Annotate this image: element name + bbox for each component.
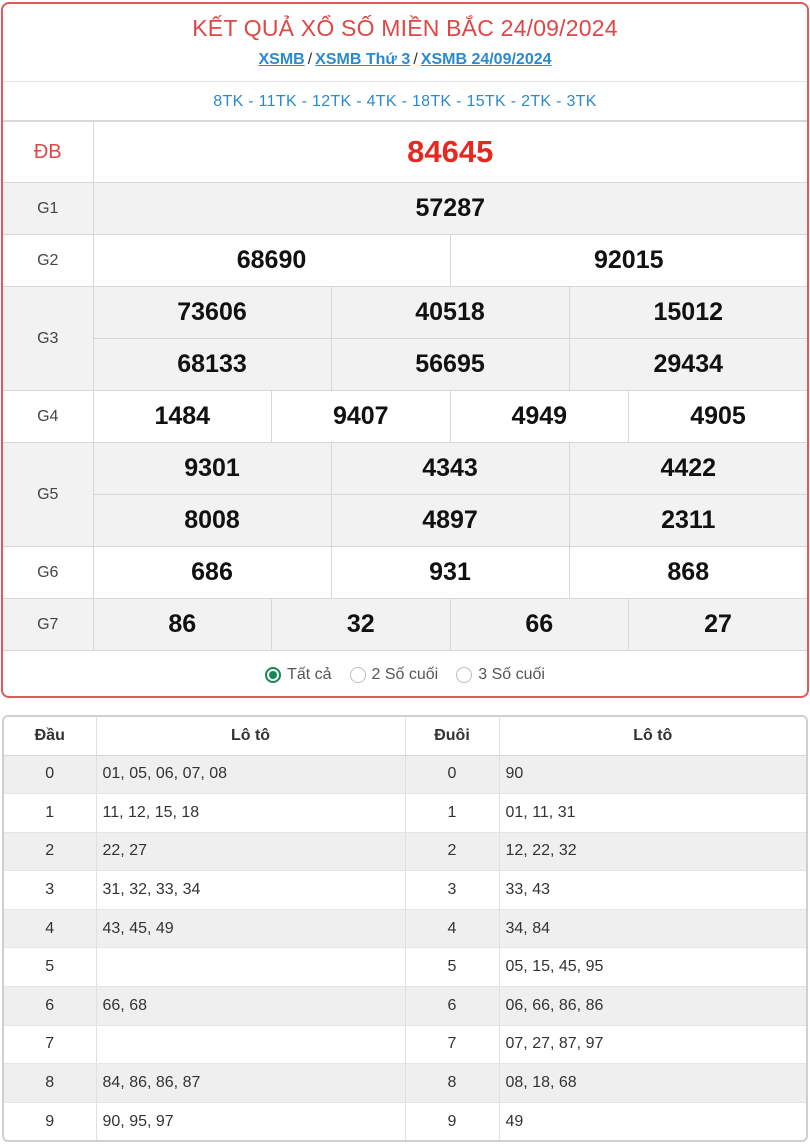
table-row	[4, 755, 806, 794]
filter-label: 3 Số cuối	[478, 666, 545, 683]
prize-number: 4422	[569, 443, 807, 495]
prize-row-g2	[3, 235, 807, 287]
duoi-cell: 3	[405, 871, 499, 910]
loto-cell: 08, 18, 68	[499, 1064, 806, 1103]
special-prize-number: 84645	[93, 122, 807, 183]
dau-cell: 2	[4, 832, 96, 871]
prize-number: 4949	[450, 391, 629, 443]
radio-icon[interactable]	[350, 667, 366, 683]
column-header-duoi: Đuôi	[405, 717, 499, 755]
prize-number: 4905	[629, 391, 808, 443]
prize-label: G3	[3, 287, 93, 391]
table-row	[4, 987, 806, 1026]
duoi-cell: 8	[405, 1064, 499, 1103]
filter-label: Tất cả	[287, 666, 332, 683]
prize-number: 4897	[331, 495, 569, 547]
loto-cell: 06, 66, 86, 86	[499, 987, 806, 1026]
dau-cell: 8	[4, 1064, 96, 1103]
prize-number: 86	[93, 599, 272, 651]
prize-number: 686	[93, 547, 331, 599]
prize-row-db	[3, 122, 807, 183]
duoi-cell: 9	[405, 1102, 499, 1141]
loto-cell	[96, 948, 405, 987]
dau-cell: 9	[4, 1102, 96, 1141]
breadcrumb-link-xsmb[interactable]: XSMB	[258, 51, 305, 68]
prize-number: 931	[331, 547, 569, 599]
loto-cell: 31, 32, 33, 34	[96, 871, 405, 910]
table-row	[4, 1025, 806, 1064]
duoi-cell: 4	[405, 909, 499, 948]
loto-table	[4, 717, 806, 1141]
loto-header-row	[4, 717, 806, 755]
filter-option-last-3[interactable]	[456, 666, 545, 684]
prize-number: 15012	[569, 287, 807, 339]
prize-label: G6	[3, 547, 93, 599]
prize-number: 9407	[272, 391, 451, 443]
column-header-loto: Lô tô	[499, 717, 806, 755]
radio-icon[interactable]	[456, 667, 472, 683]
prize-number: 68133	[93, 339, 331, 391]
prize-row-g1	[3, 183, 807, 235]
prize-number: 8008	[93, 495, 331, 547]
prize-number: 73606	[93, 287, 331, 339]
duoi-cell: 1	[405, 794, 499, 833]
dau-cell: 6	[4, 987, 96, 1026]
table-row	[4, 948, 806, 987]
loto-cell: 34, 84	[499, 909, 806, 948]
prize-row-g3	[3, 287, 807, 339]
loto-cell: 90, 95, 97	[96, 1102, 405, 1141]
loto-cell	[96, 1025, 405, 1064]
breadcrumb-separator: /	[307, 51, 313, 68]
loto-cell: 05, 15, 45, 95	[499, 948, 806, 987]
results-panel	[1, 2, 809, 698]
dau-cell: 0	[4, 755, 96, 794]
loto-cell: 43, 45, 49	[96, 909, 405, 948]
loto-cell: 07, 27, 87, 97	[499, 1025, 806, 1064]
prize-number: 868	[569, 547, 807, 599]
table-row	[4, 909, 806, 948]
loto-cell: 01, 05, 06, 07, 08	[96, 755, 405, 794]
dau-cell: 3	[4, 871, 96, 910]
duoi-cell: 2	[405, 832, 499, 871]
prize-number: 27	[629, 599, 808, 651]
duoi-cell: 7	[405, 1025, 499, 1064]
digit-filter	[3, 651, 807, 698]
prize-label: G2	[3, 235, 93, 287]
loto-cell: 12, 22, 32	[499, 832, 806, 871]
prize-label: ĐB	[3, 122, 93, 183]
prize-number: 66	[450, 599, 629, 651]
breadcrumb	[3, 51, 807, 69]
prize-number: 57287	[93, 183, 807, 235]
loto-cell: 22, 27	[96, 832, 405, 871]
prize-number: 32	[272, 599, 451, 651]
loto-cell: 90	[499, 755, 806, 794]
loto-cell: 49	[499, 1102, 806, 1141]
loto-cell: 01, 11, 31	[499, 794, 806, 833]
special-codes: 8TK - 11TK - 12TK - 4TK - 18TK - 15TK - 2TK - 3TK	[3, 82, 807, 121]
prize-row-g3	[3, 339, 807, 391]
prize-number: 68690	[93, 235, 450, 287]
prize-number: 92015	[450, 235, 807, 287]
table-row	[4, 1064, 806, 1103]
filter-label: 2 Số cuối	[371, 666, 439, 683]
duoi-cell: 5	[405, 948, 499, 987]
table-row	[4, 1102, 806, 1141]
prize-number: 56695	[331, 339, 569, 391]
loto-cell: 66, 68	[96, 987, 405, 1026]
breadcrumb-link-thu3[interactable]: XSMB Thứ 3	[315, 51, 411, 68]
filter-option-all[interactable]	[265, 666, 331, 684]
dau-cell: 5	[4, 948, 96, 987]
table-row	[4, 871, 806, 910]
results-header	[3, 4, 807, 82]
breadcrumb-link-date[interactable]: XSMB 24/09/2024	[420, 51, 552, 68]
loto-cell: 11, 12, 15, 18	[96, 794, 405, 833]
breadcrumb-separator: /	[413, 51, 418, 68]
prize-label: G1	[3, 183, 93, 235]
prize-number: 9301	[93, 443, 331, 495]
loto-panel	[2, 715, 808, 1142]
radio-checked-icon[interactable]	[265, 667, 281, 683]
prize-number: 40518	[331, 287, 569, 339]
table-row	[4, 794, 806, 833]
prize-label: G5	[3, 443, 93, 547]
duoi-cell: 0	[405, 755, 499, 794]
page-title: KẾT QUẢ XỔ SỐ MIỀN BẮC 24/09/2024	[192, 15, 618, 41]
prize-label: G7	[3, 599, 93, 651]
prize-number: 1484	[93, 391, 272, 443]
prize-number: 2311	[569, 495, 807, 547]
filter-option-last-2[interactable]	[350, 666, 439, 684]
dau-cell: 7	[4, 1025, 96, 1064]
prize-row-g5	[3, 443, 807, 495]
loto-cell: 33, 43	[499, 871, 806, 910]
prize-number: 29434	[569, 339, 807, 391]
column-header-loto: Lô tô	[96, 717, 405, 755]
dau-cell: 1	[4, 794, 96, 833]
column-header-dau: Đầu	[4, 717, 96, 755]
prize-row-g4	[3, 391, 807, 443]
table-row	[4, 832, 806, 871]
prize-row-g6	[3, 547, 807, 599]
duoi-cell: 6	[405, 987, 499, 1026]
prize-table	[3, 121, 807, 651]
prize-row-g5	[3, 495, 807, 547]
dau-cell: 4	[4, 909, 96, 948]
prize-row-g7	[3, 599, 807, 651]
loto-cell: 84, 86, 86, 87	[96, 1064, 405, 1103]
prize-number: 4343	[331, 443, 569, 495]
prize-label: G4	[3, 391, 93, 443]
